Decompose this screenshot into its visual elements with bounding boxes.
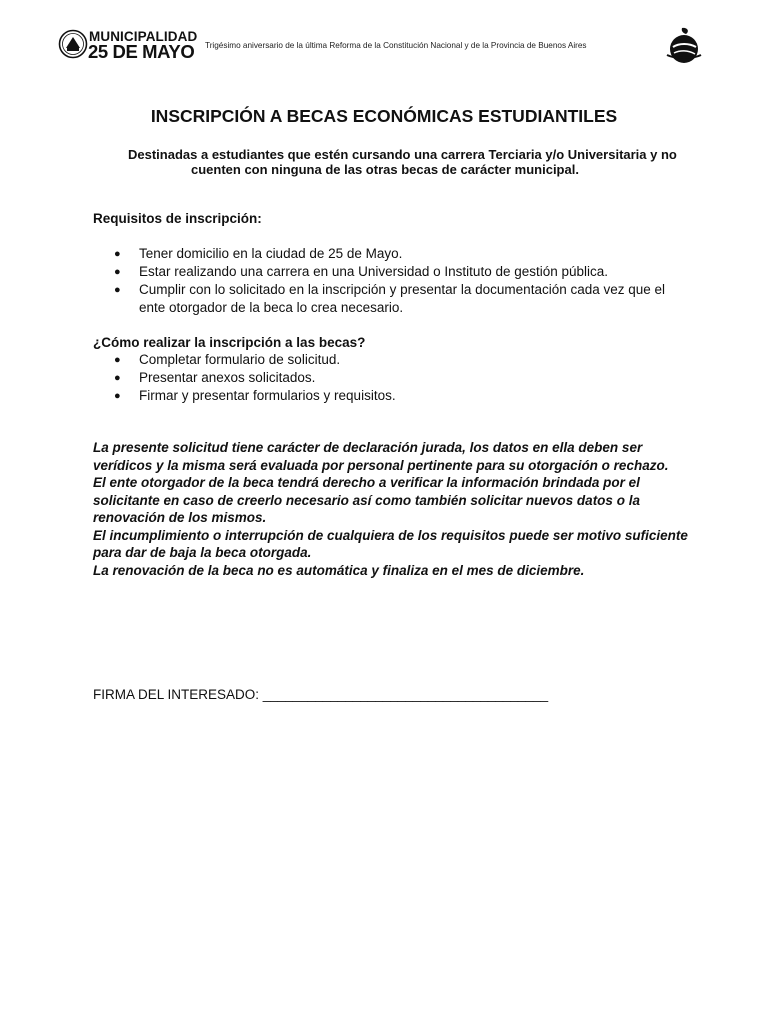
logo-municipality-text: MUNICIPALIDAD	[89, 29, 198, 44]
header-tagline: Trigésimo aniversario de la última Reforma de la Constitución Nacional y de la Provincia de Buenos Aires	[205, 41, 587, 50]
note-paragraph: El incumplimiento o interrupción de cualquiera de los requisitos puede ser motivo suficiente para dar de baja la beca otorgada.	[93, 527, 688, 560]
steps-list	[93, 351, 693, 405]
anniversary-emblem-icon	[665, 25, 703, 67]
bullet-icon: ●	[114, 248, 121, 260]
intro-text-line-2: cuenten con ninguna de las otras becas de carácter municipal.	[191, 162, 579, 177]
requirement-text: Tener domicilio en la ciudad de 25 de Mayo.	[139, 246, 403, 261]
municipal-seal-icon	[58, 29, 88, 59]
list-item	[93, 263, 693, 281]
bullet-icon: ●	[114, 266, 121, 278]
intro-text-line-1: Destinadas a estudiantes que estén cursando una carrera Terciaria y/o Universitaria y no	[128, 147, 677, 162]
note-paragraph: El ente otorgador de la beca tendrá derecho a verificar la información brindada por el solicitante en caso de creerlo necesario así como también solicitar nuevos datos o la renovación de los mismos.	[93, 475, 640, 525]
bullet-icon: ●	[114, 372, 121, 384]
document-title: INSCRIPCIÓN A BECAS ECONÓMICAS ESTUDIANTILES	[150, 106, 618, 126]
legal-notes	[93, 439, 693, 579]
bullet-icon: ●	[114, 390, 121, 402]
bullet-icon: ●	[114, 284, 121, 296]
note-paragraph: La renovación de la beca no es automática y finaliza en el mes de diciembre.	[93, 562, 585, 578]
how-to-heading: ¿Cómo realizar la inscripción a las becas?	[93, 335, 366, 350]
logo-city-text: 25 DE MAYO	[88, 41, 195, 62]
step-text: Firmar y presentar formularios y requisitos.	[139, 388, 396, 403]
list-item	[93, 369, 693, 387]
requirement-text: Cumplir con lo solicitado en la inscripción y presentar la documentación cada vez que el ente otorgador de la beca lo crea necesario.	[139, 282, 666, 315]
list-item	[93, 245, 693, 263]
requirement-text: Estar realizando una carrera en una Universidad o Instituto de gestión pública.	[139, 264, 609, 279]
requirements-list	[93, 245, 693, 317]
step-text: Completar formulario de solicitud.	[139, 352, 341, 367]
note-paragraph: La presente solicitud tiene carácter de declaración jurada, los datos en ella deben ser verídicos y la misma será evaluada por personal pertinente para su otorgación o rechazo.	[93, 440, 669, 473]
list-item	[93, 351, 693, 369]
bullet-icon: ●	[114, 354, 121, 366]
step-text: Presentar anexos solicitados.	[139, 370, 316, 385]
signature-line: FIRMA DEL INTERESADO: ______________________________________	[93, 687, 549, 702]
requirements-heading: Requisitos de inscripción:	[93, 211, 262, 226]
list-item	[93, 387, 693, 405]
list-item	[93, 281, 693, 317]
